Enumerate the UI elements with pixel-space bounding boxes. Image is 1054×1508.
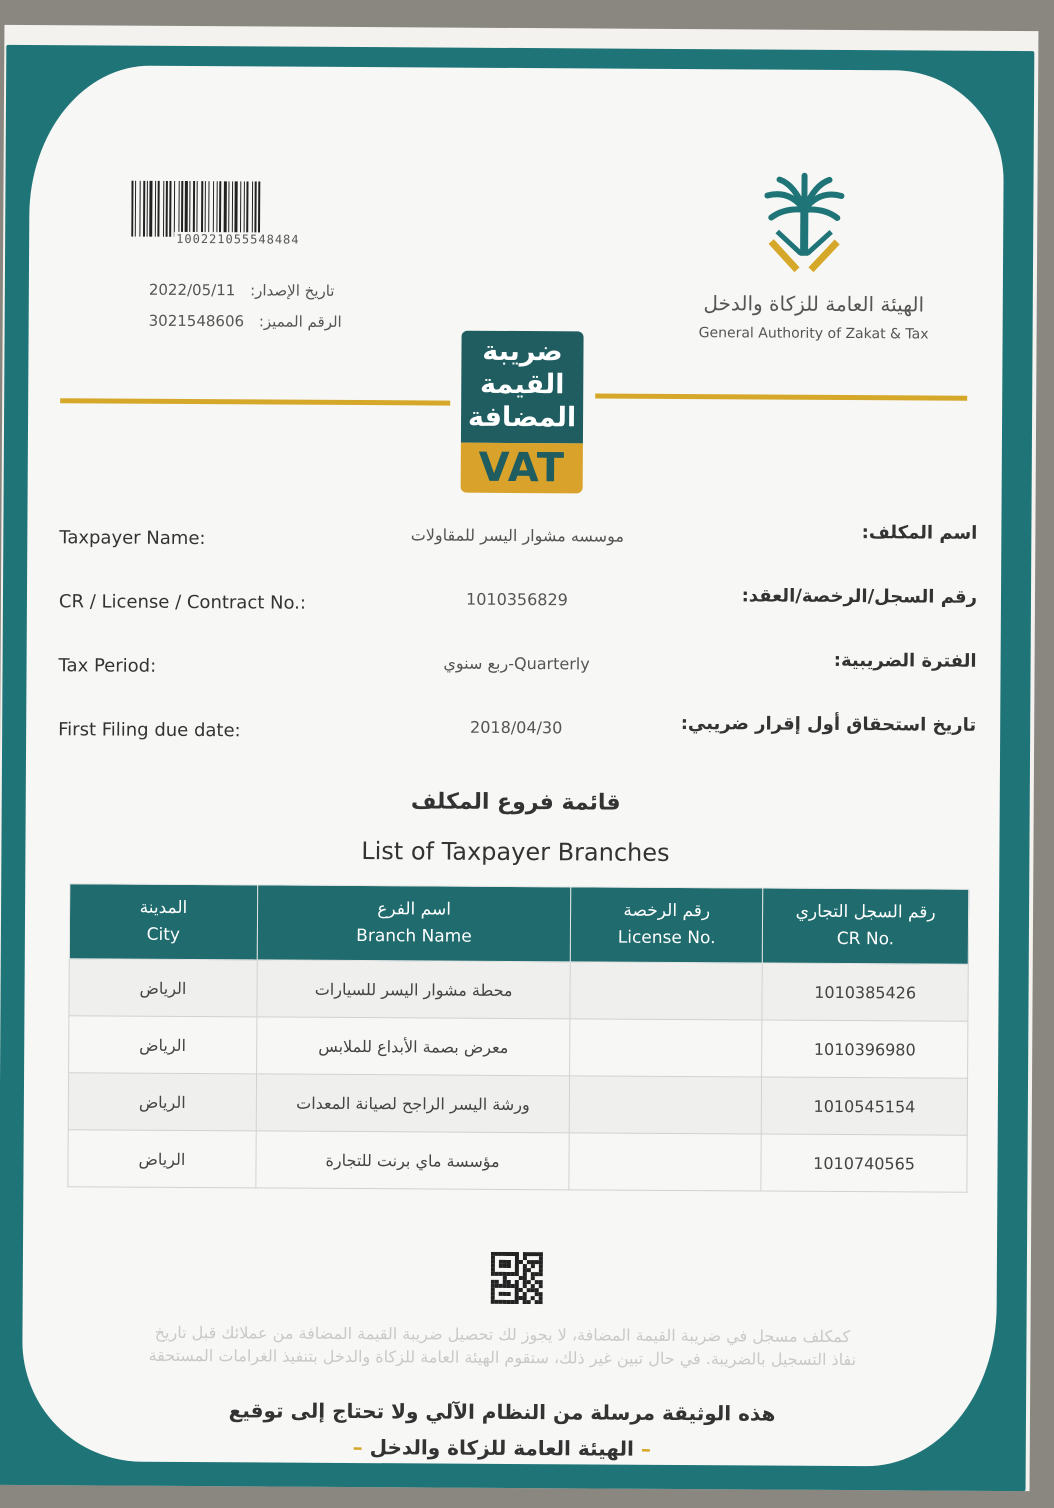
branches-title-en: List of Taxpayer Branches — [361, 837, 670, 867]
authority-name-ar: الهيئة العامة للزكاة والدخل — [703, 291, 925, 317]
barcode — [131, 181, 367, 238]
cell-cr: 1010545154 — [761, 1077, 967, 1135]
col-branch-header: اسم الفرع Branch Name — [257, 885, 571, 962]
cell-cr: 1010385426 — [762, 963, 968, 1021]
table-row — [68, 1073, 967, 1135]
field-value: 1010356829 — [466, 589, 568, 610]
field-label-en: CR / License / Contract No.: — [58, 591, 307, 614]
field-label-en: Taxpayer Name: — [59, 527, 206, 550]
field-label-ar: اسم المكلف: — [861, 522, 978, 544]
vat-badge — [461, 331, 584, 494]
field-label-ar: تاريخ استحقاق أول إقرار ضريبي: — [680, 712, 977, 736]
cell-license — [569, 1133, 761, 1191]
vat-ar-line2: القيمة — [480, 368, 565, 401]
qr-code — [491, 1252, 543, 1304]
vat-ar-line1: ضريبة — [482, 335, 563, 368]
barcode-number: 100221055548484 — [176, 231, 300, 247]
field-label-ar: رقم السجل/الرخصة/العقد: — [741, 585, 978, 608]
cell-branch: محطة مشوار اليسر للسيارات — [257, 960, 571, 1019]
unique-no-label: الرقم المميز: — [258, 312, 342, 331]
branches-table — [67, 883, 969, 1192]
col-cr-header: رقم السجل التجاري CR No. — [762, 888, 968, 964]
table-row — [69, 1016, 968, 1078]
cell-city: الرياض — [68, 1073, 256, 1131]
authority-name-en: General Authority of Zakat & Tax — [698, 325, 929, 343]
registration-notice — [52, 1320, 952, 1371]
cell-branch: ورشة اليسر الراجح لصيانة المعدات — [256, 1074, 570, 1133]
document-sheet — [0, 25, 1038, 1491]
cell-license — [570, 1076, 762, 1134]
cell-license — [570, 962, 762, 1020]
vat-badge-en: VAT — [461, 443, 583, 494]
certificate-body — [22, 65, 1005, 1467]
issue-date-label: تاريخ الإصدار: — [250, 281, 335, 300]
vat-ar-line3: المضافة — [467, 401, 577, 434]
unique-no-row — [149, 312, 379, 331]
table-row — [68, 1130, 967, 1192]
cell-city: الرياض — [69, 959, 257, 1017]
branches-title-ar: قائمة فروع المكلف — [410, 789, 621, 816]
field-value: موسسه مشوار اليسر للمقاولات — [410, 525, 625, 546]
cell-branch: معرض بصمة الأبداع للملابس — [256, 1017, 570, 1076]
notice-line1: كمكلف مسجل في ضريبة القيمة المضافة، لا يجوز لك تحصيل ضريبة القيمة المضافة من عملائك قبل تاريخ — [154, 1322, 851, 1347]
signature-note: هذه الوثيقة مرسلة من النظام الآلي ولا تحتاج إلى توقيع — [228, 1398, 776, 1426]
cell-city: الرياض — [69, 1016, 257, 1074]
signature-org: – الهيئة العامة للزكاة والدخل – — [352, 1435, 651, 1461]
palm-tree-logo-icon — [749, 169, 860, 280]
cell-branch: مؤسسة ماي برنت للتجارة — [256, 1131, 570, 1190]
notice-line2: نفاذ التسجيل بالضريبة. في حال تبين غير ذلك، ستقوم الهيئة العامة للزكاة والدخل بتنفيذ الغرامات المستحقة — [148, 1345, 857, 1370]
issue-date-value: 2022/05/11 — [148, 280, 236, 300]
cell-cr: 1010740565 — [761, 1134, 967, 1192]
issue-date-row — [149, 281, 379, 300]
field-value: ربع سنوي-Quarterly — [443, 653, 590, 674]
gold-rule-left — [60, 398, 450, 405]
field-label-en: Tax Period: — [58, 655, 157, 677]
vat-badge-ar — [461, 331, 584, 444]
table-row — [69, 959, 968, 1021]
teal-border-frame — [0, 45, 1034, 1491]
unique-no-value: 3021548606 — [148, 311, 245, 331]
cell-city: الرياض — [68, 1130, 256, 1188]
cell-license — [570, 1019, 762, 1077]
gold-rule-right — [595, 393, 967, 400]
field-label-en: First Filing due date: — [58, 719, 241, 742]
cell-cr: 1010396980 — [762, 1020, 968, 1078]
table-header-row — [69, 884, 968, 964]
field-label-ar: الفترة الضريبية: — [833, 649, 977, 672]
col-license-header: رقم الرخصة License No. — [571, 887, 763, 963]
col-city-header: المدينة City — [69, 884, 257, 960]
field-value: 2018/04/30 — [470, 717, 563, 738]
signature-org-name: الهيئة العامة للزكاة والدخل — [369, 1435, 634, 1461]
